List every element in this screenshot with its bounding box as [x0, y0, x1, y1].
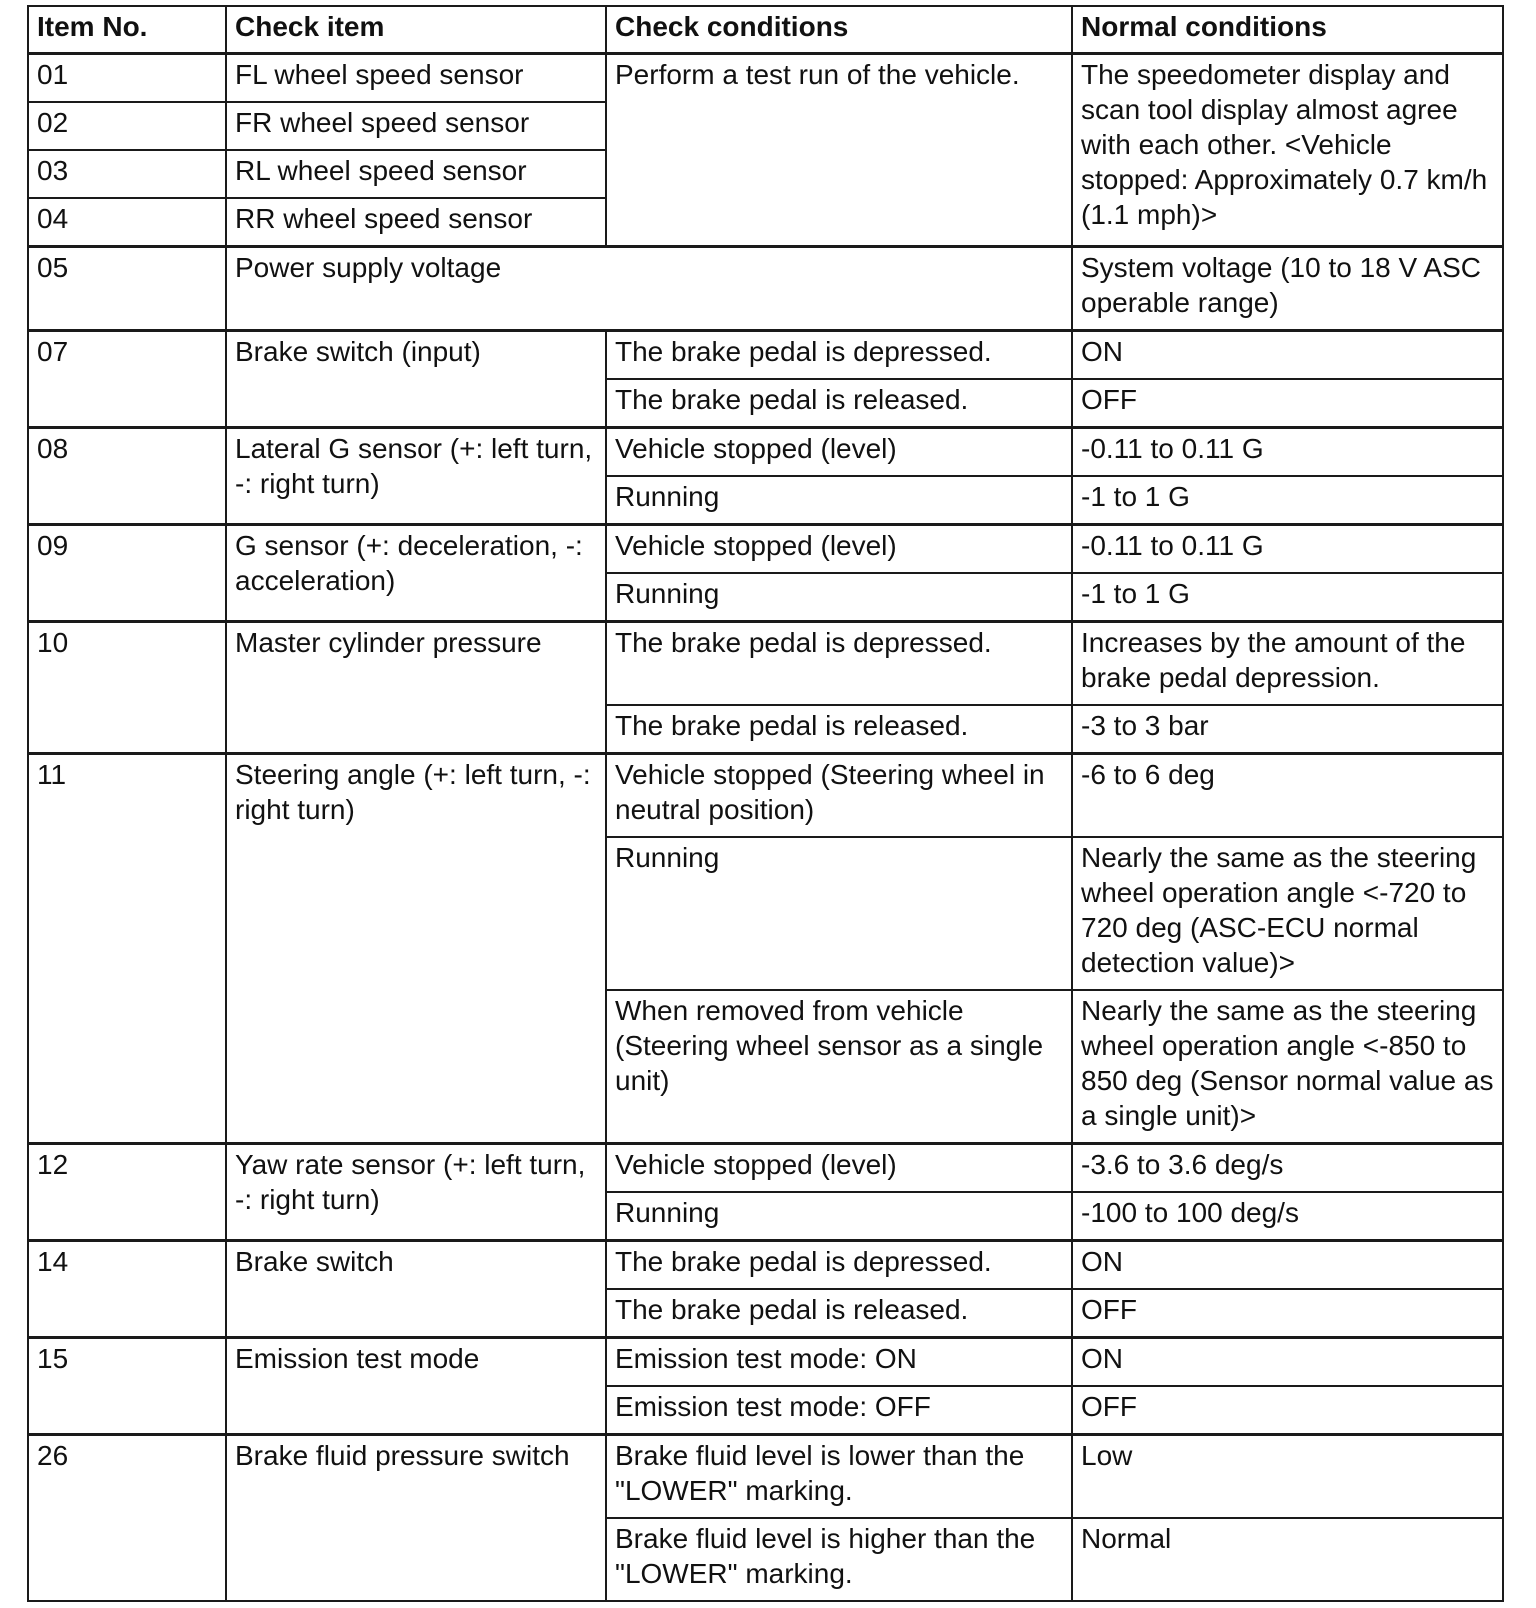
check-condition-cell: The brake pedal is released.	[606, 1289, 1072, 1338]
normal-condition-cell: System voltage (10 to 18 V ASC operable range)	[1072, 247, 1503, 331]
check-condition-cell: Running	[606, 1192, 1072, 1241]
table-row	[28, 622, 1503, 706]
normal-condition-cell: ON	[1072, 331, 1503, 380]
check-item-cell: Power supply voltage	[226, 247, 1072, 331]
normal-condition-cell: -6 to 6 deg	[1072, 754, 1503, 838]
normal-condition-cell: -1 to 1 G	[1072, 476, 1503, 525]
normal-condition-cell: ON	[1072, 1241, 1503, 1290]
check-condition-cell: Emission test mode: OFF	[606, 1386, 1072, 1435]
table-row	[28, 1338, 1503, 1387]
table-row	[28, 247, 1503, 331]
header-row	[28, 6, 1503, 54]
check-item-cell: FR wheel speed sensor	[226, 102, 606, 150]
header-item-no: Item No.	[28, 6, 226, 54]
table-row	[28, 428, 1503, 477]
normal-condition-cell: ON	[1072, 1338, 1503, 1387]
check-condition-cell: Vehicle stopped (Steering wheel in neutral position)	[606, 754, 1072, 838]
normal-condition-cell: -3 to 3 bar	[1072, 705, 1503, 754]
check-condition-cell: Running	[606, 476, 1072, 525]
normal-condition-cell: Nearly the same as the steering wheel operation angle <-720 to 720 deg (ASC-ECU normal detection value)>	[1072, 837, 1503, 990]
header-check-conditions: Check conditions	[606, 6, 1072, 54]
normal-condition-cell: -1 to 1 G	[1072, 573, 1503, 622]
normal-condition-cell: -0.11 to 0.11 G	[1072, 428, 1503, 477]
item-no-cell: 11	[28, 754, 226, 1144]
check-item-cell: Brake switch (input)	[226, 331, 606, 428]
check-condition-cell: The brake pedal is depressed.	[606, 331, 1072, 380]
check-condition-cell: Brake fluid level is higher than the "LOWER" marking.	[606, 1518, 1072, 1601]
normal-condition-cell: OFF	[1072, 379, 1503, 428]
header-check-item: Check item	[226, 6, 606, 54]
check-item-cell: Brake switch	[226, 1241, 606, 1338]
normal-condition-cell: Low	[1072, 1435, 1503, 1519]
check-item-cell: Lateral G sensor (+: left turn, -: right turn)	[226, 428, 606, 525]
item-no-cell: 05	[28, 247, 226, 331]
item-no-cell: 26	[28, 1435, 226, 1602]
check-item-cell: G sensor (+: deceleration, -: acceleration)	[226, 525, 606, 622]
check-item-cell: RL wheel speed sensor	[226, 150, 606, 198]
normal-condition-cell: Increases by the amount of the brake pedal depression.	[1072, 622, 1503, 706]
normal-condition-cell: The speedometer display and scan tool display almost agree with each other. <Vehicle stopped: Approximately 0.7 km/h (1.1 mph)>	[1072, 54, 1503, 247]
normal-condition-cell: Normal	[1072, 1518, 1503, 1601]
check-condition-cell: Running	[606, 573, 1072, 622]
table-row	[28, 54, 1503, 103]
item-no-cell: 08	[28, 428, 226, 525]
normal-condition-cell: OFF	[1072, 1289, 1503, 1338]
item-no-cell: 03	[28, 150, 226, 198]
check-condition-cell: Vehicle stopped (level)	[606, 1144, 1072, 1193]
item-no-cell: 12	[28, 1144, 226, 1241]
item-no-cell: 01	[28, 54, 226, 103]
check-item-cell: FL wheel speed sensor	[226, 54, 606, 103]
check-condition-cell: Emission test mode: ON	[606, 1338, 1072, 1387]
check-condition-cell: The brake pedal is released.	[606, 379, 1072, 428]
check-item-cell: RR wheel speed sensor	[226, 198, 606, 247]
check-item-cell: Master cylinder pressure	[226, 622, 606, 754]
check-condition-cell: Perform a test run of the vehicle.	[606, 54, 1072, 247]
table-row	[28, 1241, 1503, 1290]
check-items-table	[27, 5, 1504, 1602]
item-no-cell: 14	[28, 1241, 226, 1338]
table-row	[28, 525, 1503, 574]
normal-condition-cell: -3.6 to 3.6 deg/s	[1072, 1144, 1503, 1193]
item-no-cell: 09	[28, 525, 226, 622]
normal-condition-cell: Nearly the same as the steering wheel operation angle <-850 to 850 deg (Sensor normal value as a single unit)>	[1072, 990, 1503, 1144]
table-row	[28, 754, 1503, 838]
table-row	[28, 1435, 1503, 1519]
item-no-cell: 07	[28, 331, 226, 428]
item-no-cell: 02	[28, 102, 226, 150]
item-no-cell: 10	[28, 622, 226, 754]
check-condition-cell: Vehicle stopped (level)	[606, 525, 1072, 574]
check-item-cell: Yaw rate sensor (+: left turn, -: right turn)	[226, 1144, 606, 1241]
check-item-cell: Brake fluid pressure switch	[226, 1435, 606, 1602]
check-condition-cell: When removed from vehicle (Steering wheel sensor as a single unit)	[606, 990, 1072, 1144]
normal-condition-cell: -100 to 100 deg/s	[1072, 1192, 1503, 1241]
check-item-cell: Emission test mode	[226, 1338, 606, 1435]
table-row	[28, 1144, 1503, 1193]
check-item-cell: Steering angle (+: left turn, -: right turn)	[226, 754, 606, 1144]
table-row	[28, 331, 1503, 380]
check-condition-cell: The brake pedal is depressed.	[606, 622, 1072, 706]
item-no-cell: 15	[28, 1338, 226, 1435]
check-condition-cell: The brake pedal is depressed.	[606, 1241, 1072, 1290]
normal-condition-cell: OFF	[1072, 1386, 1503, 1435]
normal-condition-cell: -0.11 to 0.11 G	[1072, 525, 1503, 574]
header-normal-conditions: Normal conditions	[1072, 6, 1503, 54]
item-no-cell: 04	[28, 198, 226, 247]
check-condition-cell: Vehicle stopped (level)	[606, 428, 1072, 477]
check-condition-cell: The brake pedal is released.	[606, 705, 1072, 754]
check-condition-cell: Running	[606, 837, 1072, 990]
check-condition-cell: Brake fluid level is lower than the "LOWER" marking.	[606, 1435, 1072, 1519]
